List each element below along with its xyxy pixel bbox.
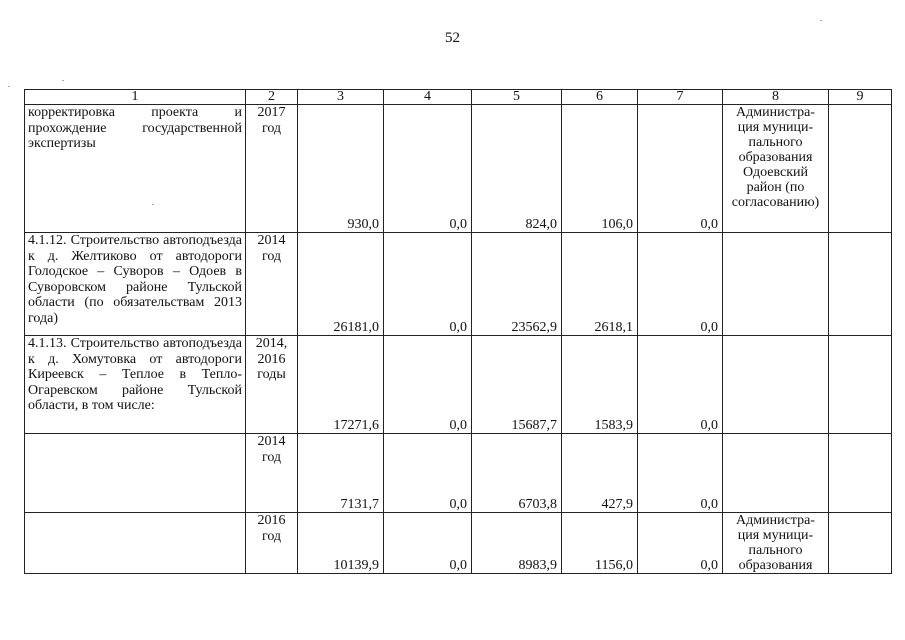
municipal-budget-cell: 106,0 — [562, 105, 638, 233]
activity-name-cell: 4.1.12. Строительство автоподъезда к д. Желтиково от автодороги Голодское – Суворов – Одоев в Суворовском районе Тульской области (по обязательствам 2013 года) — [25, 233, 246, 336]
total-cell: 930,0 — [298, 105, 384, 233]
responsible-agency-cell: Администра-ция муници-пального образования — [723, 513, 829, 574]
other-sources-cell: 0,0 — [638, 105, 723, 233]
table-row — [25, 513, 892, 574]
year-cell: 2014, 2016 годы — [246, 336, 298, 434]
header-cell: 7 — [638, 90, 723, 105]
activity-name-cell: 4.1.13. Строительство автоподъезда к д. Хомутовка от автодороги Киреевск – Теплое в Тепло-Огаревском районе Тульской области, в том числе: — [25, 336, 246, 434]
year-cell: 2014 год — [246, 434, 298, 513]
federal-budget-cell: 0,0 — [384, 513, 472, 574]
header-row — [25, 90, 892, 105]
header-cell: 6 — [562, 90, 638, 105]
regional-budget-cell: 15687,7 — [472, 336, 562, 434]
header-cell: 2 — [246, 90, 298, 105]
total-cell: 10139,9 — [298, 513, 384, 574]
responsible-agency-cell: Администра-ция муници-пального образования Одоевский район (по согласованию) — [723, 105, 829, 233]
total-cell: 17271,6 — [298, 336, 384, 434]
table-row — [25, 434, 892, 513]
federal-budget-cell: 0,0 — [384, 434, 472, 513]
year-cell: 2017 год — [246, 105, 298, 233]
header-cell: 4 — [384, 90, 472, 105]
scan-speck — [62, 80, 64, 81]
page-number: 52 — [445, 30, 460, 46]
regional-budget-cell: 8983,9 — [472, 513, 562, 574]
municipal-budget-cell: 2618,1 — [562, 233, 638, 336]
empty-cell — [829, 513, 892, 574]
other-sources-cell: 0,0 — [638, 513, 723, 574]
empty-cell — [829, 434, 892, 513]
federal-budget-cell: 0,0 — [384, 105, 472, 233]
municipal-budget-cell: 427,9 — [562, 434, 638, 513]
responsible-agency-cell — [723, 233, 829, 336]
empty-cell — [829, 233, 892, 336]
other-sources-cell: 0,0 — [638, 336, 723, 434]
table-row — [25, 233, 892, 336]
year-cell: 2014 год — [246, 233, 298, 336]
federal-budget-cell: 0,0 — [384, 336, 472, 434]
scan-speck — [152, 204, 154, 205]
activity-name-cell — [25, 434, 246, 513]
header-cell: 8 — [723, 90, 829, 105]
regional-budget-cell: 824,0 — [472, 105, 562, 233]
scan-speck — [8, 86, 10, 87]
program-table — [24, 89, 892, 574]
total-cell: 26181,0 — [298, 233, 384, 336]
year-cell: 2016 год — [246, 513, 298, 574]
empty-cell — [829, 105, 892, 233]
total-cell: 7131,7 — [298, 434, 384, 513]
responsible-agency-cell — [723, 434, 829, 513]
table-row — [25, 105, 892, 233]
scan-speck — [820, 20, 822, 21]
header-cell: 5 — [472, 90, 562, 105]
other-sources-cell: 0,0 — [638, 233, 723, 336]
header-cell: 1 — [25, 90, 246, 105]
other-sources-cell: 0,0 — [638, 434, 723, 513]
municipal-budget-cell: 1156,0 — [562, 513, 638, 574]
regional-budget-cell: 6703,8 — [472, 434, 562, 513]
empty-cell — [829, 336, 892, 434]
table-row — [25, 336, 892, 434]
responsible-agency-cell — [723, 336, 829, 434]
regional-budget-cell: 23562,9 — [472, 233, 562, 336]
municipal-budget-cell: 1583,9 — [562, 336, 638, 434]
header-cell: 9 — [829, 90, 892, 105]
activity-name-cell: корректировка проекта и прохождение государственной экспертизы — [25, 105, 246, 233]
header-cell: 3 — [298, 90, 384, 105]
activity-name-cell — [25, 513, 246, 574]
federal-budget-cell: 0,0 — [384, 233, 472, 336]
